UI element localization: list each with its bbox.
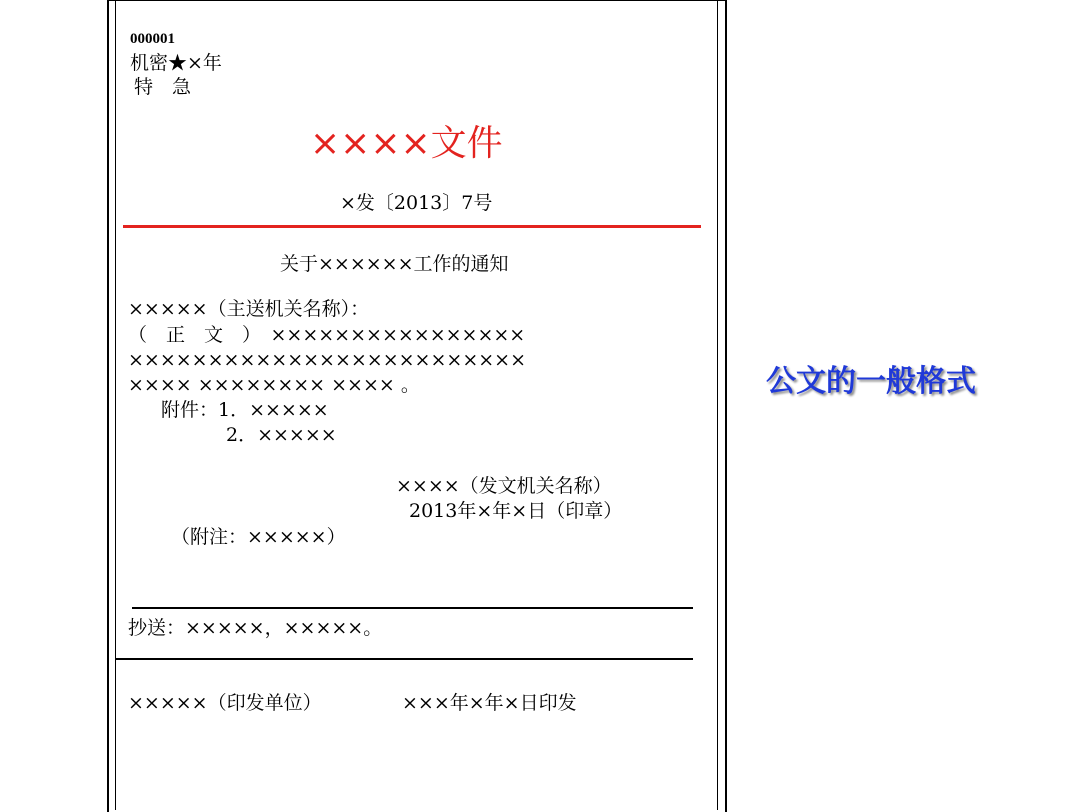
- urgency-level: 特 急: [134, 76, 192, 98]
- body-line: （ 正 文 ） ××××××××××××××××: [128, 324, 526, 346]
- red-separator-line: [123, 225, 701, 228]
- page-inner-border-left: [115, 0, 116, 810]
- cc-top-line: [132, 607, 693, 609]
- cc-recipients: 抄送：×××××，×××××。: [128, 617, 383, 639]
- printing-date: ×××年×年×日印发: [402, 692, 577, 714]
- attachment-item: 2．×××××: [226, 424, 337, 446]
- body-line: ×××× ×××××××× ×××× 。: [128, 374, 420, 396]
- secrecy-level: 机密★×年: [130, 52, 222, 74]
- document-note: （附注：×××××）: [171, 526, 346, 548]
- issuing-authority: ××××（发文机关名称）: [396, 475, 612, 497]
- document-subject: 关于××××××工作的通知: [280, 253, 509, 275]
- serial-number: 000001: [130, 31, 175, 47]
- cc-bottom-line: [116, 658, 693, 660]
- page-inner-border-right: [717, 0, 718, 810]
- document-title: ××××文件: [310, 123, 503, 164]
- signing-date: 2013年×年×日（印章）: [409, 500, 623, 522]
- body-line: ×××××××××××××××××××××××××: [128, 349, 526, 371]
- attachment-item: 附件：1．×××××: [161, 399, 329, 421]
- main-recipient: ×××××（主送机关名称）：: [128, 298, 370, 320]
- slide-caption: 公文的一般格式: [766, 364, 976, 399]
- printing-unit: ×××××（印发单位）: [128, 692, 322, 714]
- document-number: ×发〔2013〕7号: [340, 192, 493, 214]
